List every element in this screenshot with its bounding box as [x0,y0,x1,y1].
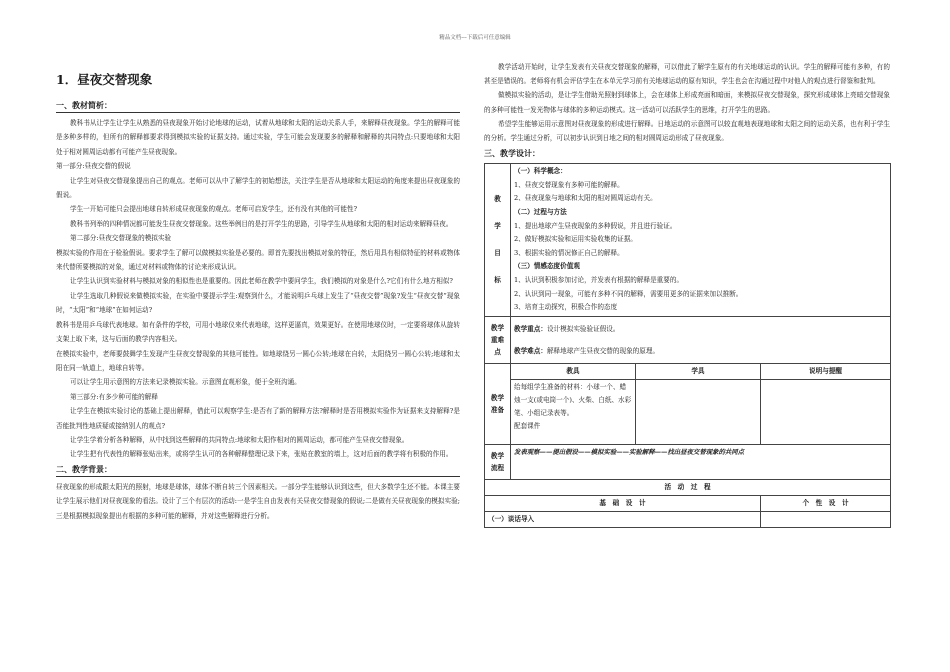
paragraph: 第二部分:昼夜交替现象的模拟实验 [70,234,172,243]
paragraph: 可以让学生用示意图的方法来记录模拟实验。示意图直观形象，便于全班沟通。 [70,378,301,387]
right-column [484,60,890,528]
lesson-design-table [484,163,891,528]
paragraph: 教科书是用乒乓球代表地球。如有条件的学校，可用小地球仪来代表地球，这样更逼真，效果更好。在使用地球仪时，一定要将球体从旋转支架上取下来，这与后面的教学内容相关。 [56,320,460,344]
section-heading-background: 二、教学背景： [56,464,460,477]
page-header: 精品文档---下载后可任意编辑 [439,35,511,41]
flow-label: 教学流程 [485,444,511,479]
paragraph: 教学活动开始时，让学生发表有关昼夜交替现象的解释，可以借此了解学生原有的有关地球运动的认识。学生的解释可能有多种，有的甚至是错误的。老师将有机会评估学生在本单元学习前有关地球运动的原有知识，学生也会在沟通过程中对他人的观点进行督鉴和批判。 [484,63,890,86]
key-points-label: 教学重难点 [485,316,511,363]
prep-notes-cell [761,379,891,444]
paragraph: 让学生学着分析各种解释，从中找到这些解释的共同特点:地球和太阳作相对的圆周运动，都可能产生昼夜交替现象。 [70,435,409,444]
section-heading-design: 三、教学设计： [484,148,540,159]
section-heading-materials: 一、教材简析： [56,100,460,113]
prep-label: 教学准备 [485,363,511,444]
intro-step: （一）谈话导入 [485,511,761,527]
prep-col-student-tools: 学具 [636,363,761,379]
paragraph: 让学生认识到实验材料与模拟对象的相似性也是重要的。因此老师在教学中要问学生，我们模拟的对象是什么?它们有什么地方相似? [70,277,453,286]
personal-design-heading: 个 性 设 计 [761,495,891,511]
paragraph: 让学生在模拟实验讨论的基础上提出解释，借此可以观察学生:是否有了新的解释方法?解释时是否用模拟实验作为证据来支持解释?是否能批判性地质疑或接纳别人的观点? [56,407,460,430]
teaching-flow: 发表观察——提出假设——模拟实验——实验解释——找出昼夜交替现象的共同点 [511,444,891,479]
paragraph: 让学生把有代表性的解释张贴出来，或将学生认可的各种解释整理记录下来，张贴在教室的墙上，这对后面的教学将有积极的作用。 [70,450,453,459]
paragraph: 第一部分:昼夜交替的假说 [56,162,131,171]
key-points-content: 教学重点：设计模拟实验验证假设。 教学难点：解释地球产生昼夜交替的现象的原理。 [511,316,891,363]
paragraph: 第三部分:有多少种可能的解释 [70,392,158,401]
paragraph: 学生一开始可能只会提出地球自转形成昼夜现象的观点。老师可启发学生，还有没有其他的可能性? [70,205,358,214]
activity-process-heading: 活 动 过 程 [485,479,891,495]
paragraph: 希望学生能够运用示意图对昼夜现象的形成进行解释。日地运动的示意图可以较直观地表现地球和太阳之间的运动关系，也有利于学生的分析。学生通过分析，可以初步认识到日地之间的相对圆周运动形成了昼夜现象。 [484,119,890,143]
paragraph: 让学生选取几种假说来做模拟实验，在实验中要提示学生:观察到什么，才能说明乒乓球上发生了“昼夜交替”现象?发生“昼夜交替”现象时，“太阳”和“地球”在如何运动? [56,291,460,315]
prep-student-cell [636,379,761,444]
paragraph: 教科书列举的四种情况都可能发生昼夜交替现象。这些举例目的是打开学生的思路，引导学生从地球和太阳的相对运动来解释昼夜。 [70,219,453,228]
prep-col-teaching-aids: 教具 [511,363,636,379]
paragraph: 做模拟实验的活动，是让学生借助光照射到球体上，会在球体上形成亮面和暗面，来模拟昼夜交替现象，探究形成球体上亮暗交替现象的多种可能性一发光物体与球体的多种运动模式。这一活动可以活跃学生的思维，打开学生的思路。 [484,91,890,114]
basic-design-heading: 基 础 设 计 [485,495,761,511]
prep-materials: 给每组学生准备的材料：小球一个、蜡烛一支(或电筒一个)、火柴、白纸、水彩笔、小组记录表等。 配套课件 [511,379,636,444]
goal-content: （一）科学概念： 1、昼夜交替现象有多种可能的解释。 2、昼夜现象与地球和太阳的相对圆周运动有关。 （二）过程与方法 1、提出地球产生昼夜现象的多种假说，并且进行验证。 2、做好模拟实验和运用实验收集的证据。 3、根据实验的情况修正自己的解释。 （三）情感态度价值观 1、认识到积极参加讨论，并发表有根据的解释是重要的。 2、认识到同一现象，可能有多种不同的解释，需要用更多的证据来加以推断。 3、培育主动探究，积极合作的态度 [511,164,891,317]
page-title: 1．昼夜交替现象 [56,72,153,87]
prep-col-notes: 说明与提醒 [761,363,891,379]
paragraph: 模拟实验的作用在于检验假说。要求学生了解可以做模拟实验是必要的。即首先要找出模拟对象的特征，然后用具有相似特征的材料或物体来代替所要模拟的对象，通过对材料或物体的讨论来形成认识。 [56,248,460,272]
paragraph: 昼夜现象的形成跟太阳光的照射，地球是球体，球体不断自转三个因素相关。一部分学生能够认识到这些，但大多数学生还不能。本课主要让学生展示他们对昼夜现象的看法。设计了三个有层次的活动:一是学生自由发表有关昼夜交替现象的假说;二是做有关昼夜现象的模拟实验;三是根据模拟现象提出有根据的多种可能的解释，并对这些解释进行分析。 [56,482,460,520]
left-column [56,62,460,523]
goal-label: 教 学 目 标 [485,164,511,317]
paragraph: 在模拟实验中，老师要鼓舞学生发现产生昼夜交替现象的其他可能性。如地球绕另一圆心公转;地球在自转，太阳绕另一圆心公转;地球和太阳在同一轨道上，地球自转等。 [56,349,460,372]
intro-personal-cell [761,511,891,527]
paragraph: 让学生对昼夜交替现象提出自己的观点。老师可以从中了解学生的初始想法，关注学生是否从地球和太阳运动的角度来提出昼夜现象的假说。 [56,176,460,200]
paragraph: 教科书从让学生让学生从熟悉的昼夜现象开始讨论地球的运动，试着从地球和太阳的运动关系人手，来解释昼夜现象。学生的解释可能是多种多样的，但所有的解释都要求得到模拟实验的证据支持。通过实验，学生可能会发现要多的解释和解释的共同特点:只要地球和太阳处于相对圆周运动都有可能产生昼夜现象。 [56,119,460,156]
